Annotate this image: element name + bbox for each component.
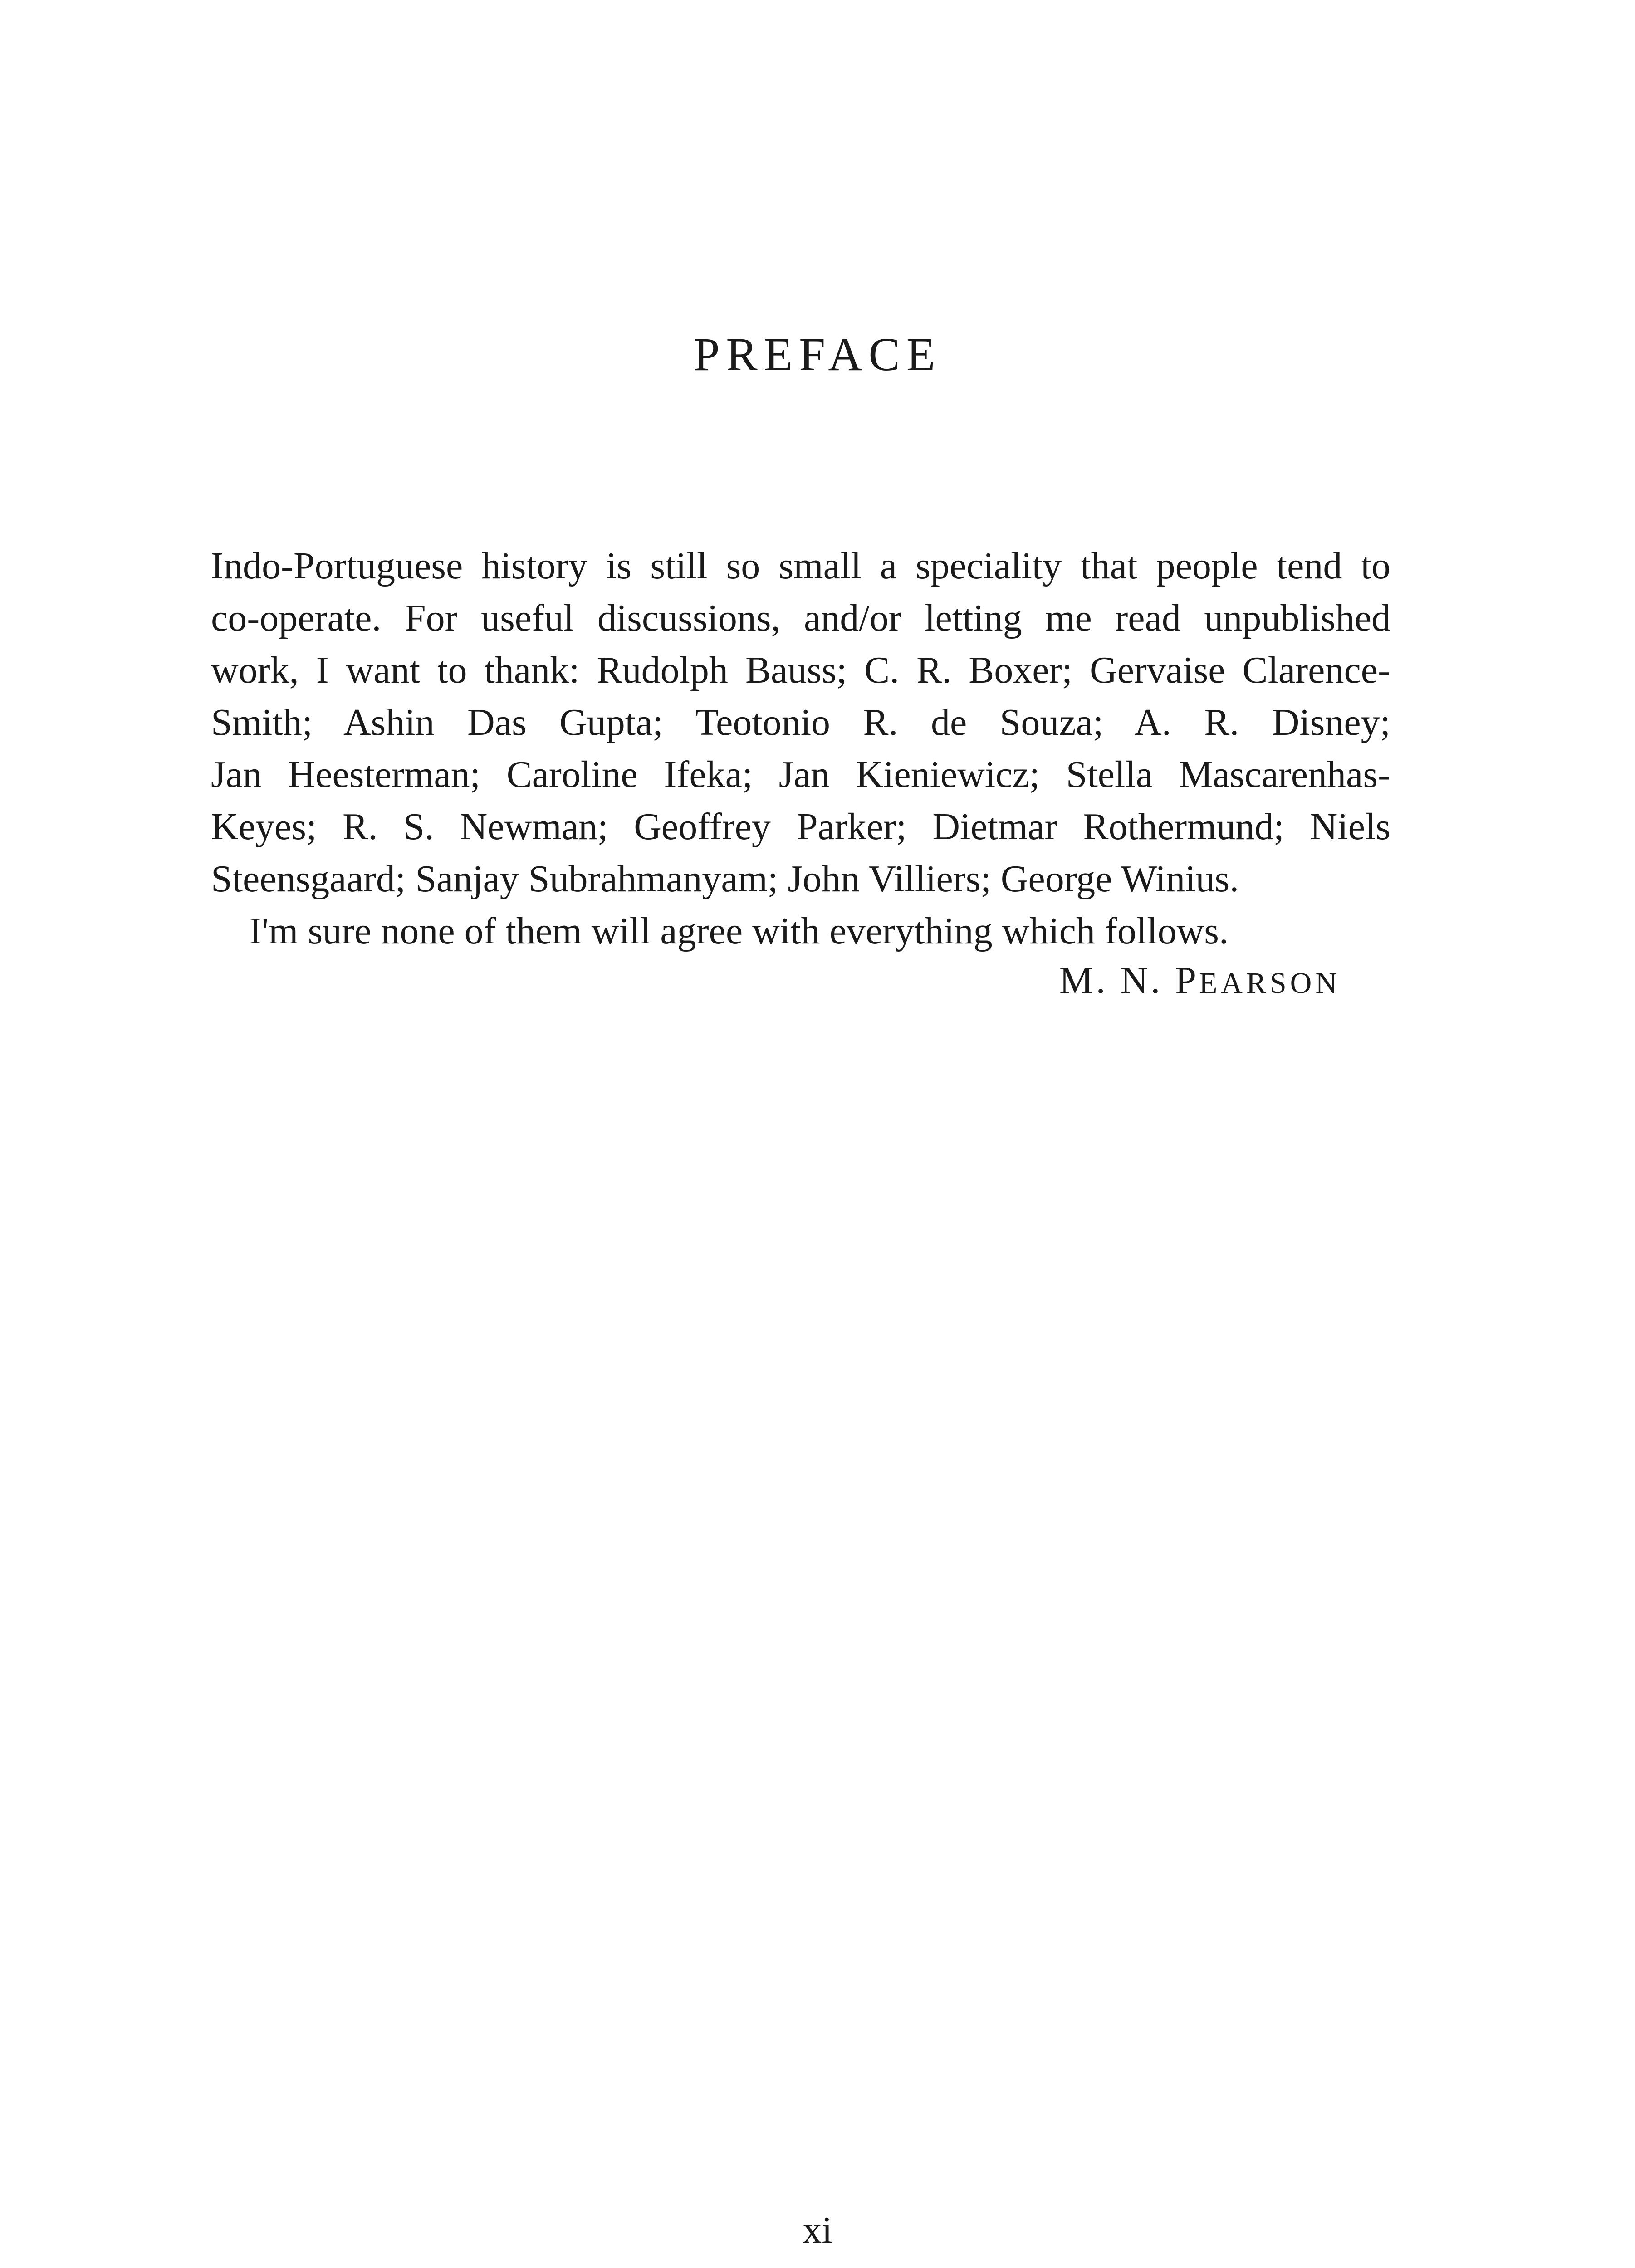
signature-surname: EARSON [1199,967,1341,1000]
page-number: xi [803,2209,832,2251]
page-title: PREFACE [693,328,942,381]
paragraph-line: co-operate. For useful discussions, and/or letting me read unpublished [211,597,1390,639]
paragraph-line: Steensgaard; Sanjay Subrahmanyam; John Villiers; George Winius. [211,858,1239,900]
paragraph-line: Smith; Ashin Das Gupta; Teotonio R. de Souza; A. R. Disney; [211,701,1390,743]
paragraph-line: Jan Heesterman; Caroline Ifeka; Jan Kieniewicz; Stella Mascarenhas- [211,753,1390,796]
closing-line: I'm sure none of them will agree with everything which follows. [249,910,1229,952]
signature-initials: M. N. P [1059,959,1199,1002]
paragraph-line: work, I want to thank: Rudolph Bauss; C. R. Boxer; Gervaise Clarence- [211,649,1390,691]
author-signature [211,959,1341,1002]
paragraph-line: Indo-Portuguese history is still so small a speciality that people tend to [211,545,1390,587]
paragraph-line: Keyes; R. S. Newman; Geoffrey Parker; Dietmar Rothermund; Niels [211,806,1390,848]
preface-text [211,540,1390,957]
